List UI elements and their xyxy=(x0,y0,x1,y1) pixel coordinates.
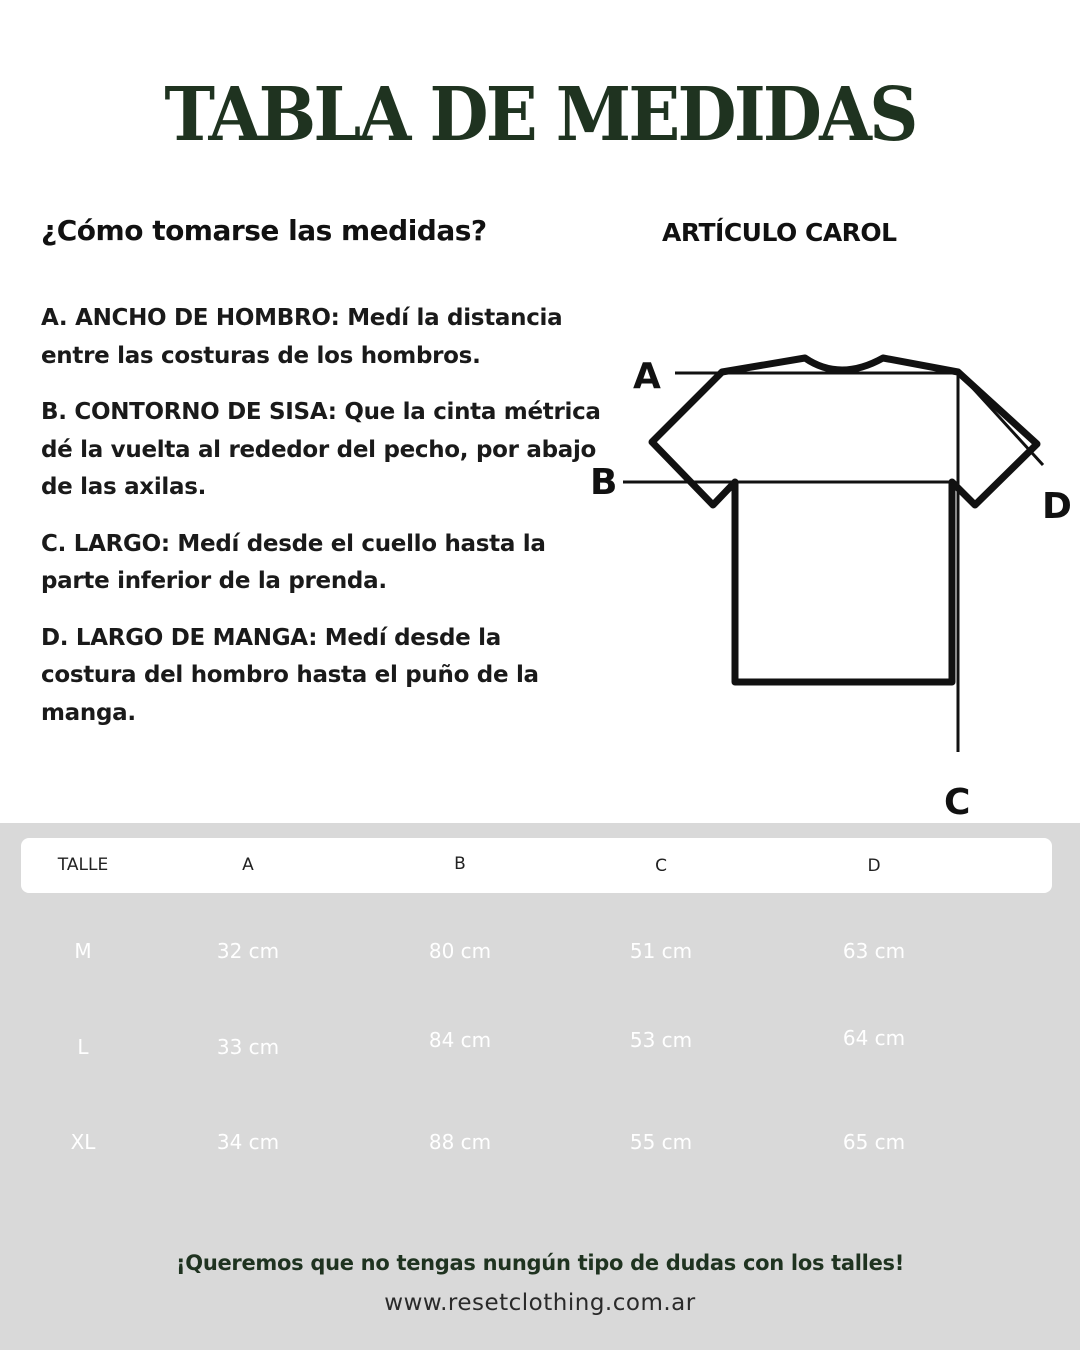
how-to-heading: ¿Cómo tomarse las medidas? xyxy=(41,214,487,247)
instructions-list xyxy=(41,300,601,751)
header-talle: TALLE xyxy=(57,855,109,875)
cell-d: 63 cm xyxy=(842,939,906,963)
cell-a: 34 cm xyxy=(216,1130,280,1154)
header-d: D xyxy=(867,856,881,876)
website-link[interactable]: www.resetclothing.com.ar xyxy=(384,1290,696,1316)
cell-a: 33 cm xyxy=(216,1035,280,1059)
cell-d: 64 cm xyxy=(842,1026,906,1050)
cell-b: 88 cm xyxy=(428,1130,492,1154)
tshirt-outline xyxy=(652,358,1037,682)
cell-b: 80 cm xyxy=(428,939,492,963)
instruction-c: C. LARGO: Medí desde el cuello hasta la parte inferior de la prenda. xyxy=(41,530,546,594)
article-name: ARTÍCULO CAROL xyxy=(662,218,897,247)
label-c: C xyxy=(944,782,971,823)
footer-note: ¡Queremos que no tengas nungún tipo de dudas con los talles! xyxy=(176,1251,904,1275)
tshirt-diagram xyxy=(580,330,1080,830)
label-a: A xyxy=(633,356,661,397)
page-title: TABLA DE MEDIDAS xyxy=(164,72,916,158)
cell-size: L xyxy=(77,1035,89,1059)
cell-size: XL xyxy=(70,1130,96,1154)
cell-a: 32 cm xyxy=(216,939,280,963)
instruction-b: B. CONTORNO DE SISA: Que la cinta métrica dé la vuelta al rededor del pecho, por abajo de las axilas. xyxy=(41,399,601,500)
cell-c: 55 cm xyxy=(629,1130,693,1154)
size-table xyxy=(0,823,1080,1350)
instruction-d: D. LARGO DE MANGA: Medí desde la costura del hombro hasta el puño de la manga. xyxy=(41,624,539,726)
measure-line-d xyxy=(958,372,1043,465)
label-b: B xyxy=(590,462,618,503)
cell-b: 84 cm xyxy=(428,1028,492,1052)
header-c: C xyxy=(655,856,667,876)
header-b: B xyxy=(454,854,466,874)
table-header xyxy=(21,838,1052,893)
cell-size: M xyxy=(74,939,92,963)
cell-d: 65 cm xyxy=(842,1130,906,1154)
cell-c: 51 cm xyxy=(629,939,693,963)
header-a: A xyxy=(242,855,254,875)
instruction-a: A. ANCHO DE HOMBRO: Medí la distancia entre las costuras de los hombros. xyxy=(41,305,563,369)
cell-c: 53 cm xyxy=(629,1028,693,1052)
measure-lines xyxy=(623,372,1043,752)
label-d: D xyxy=(1042,486,1072,527)
